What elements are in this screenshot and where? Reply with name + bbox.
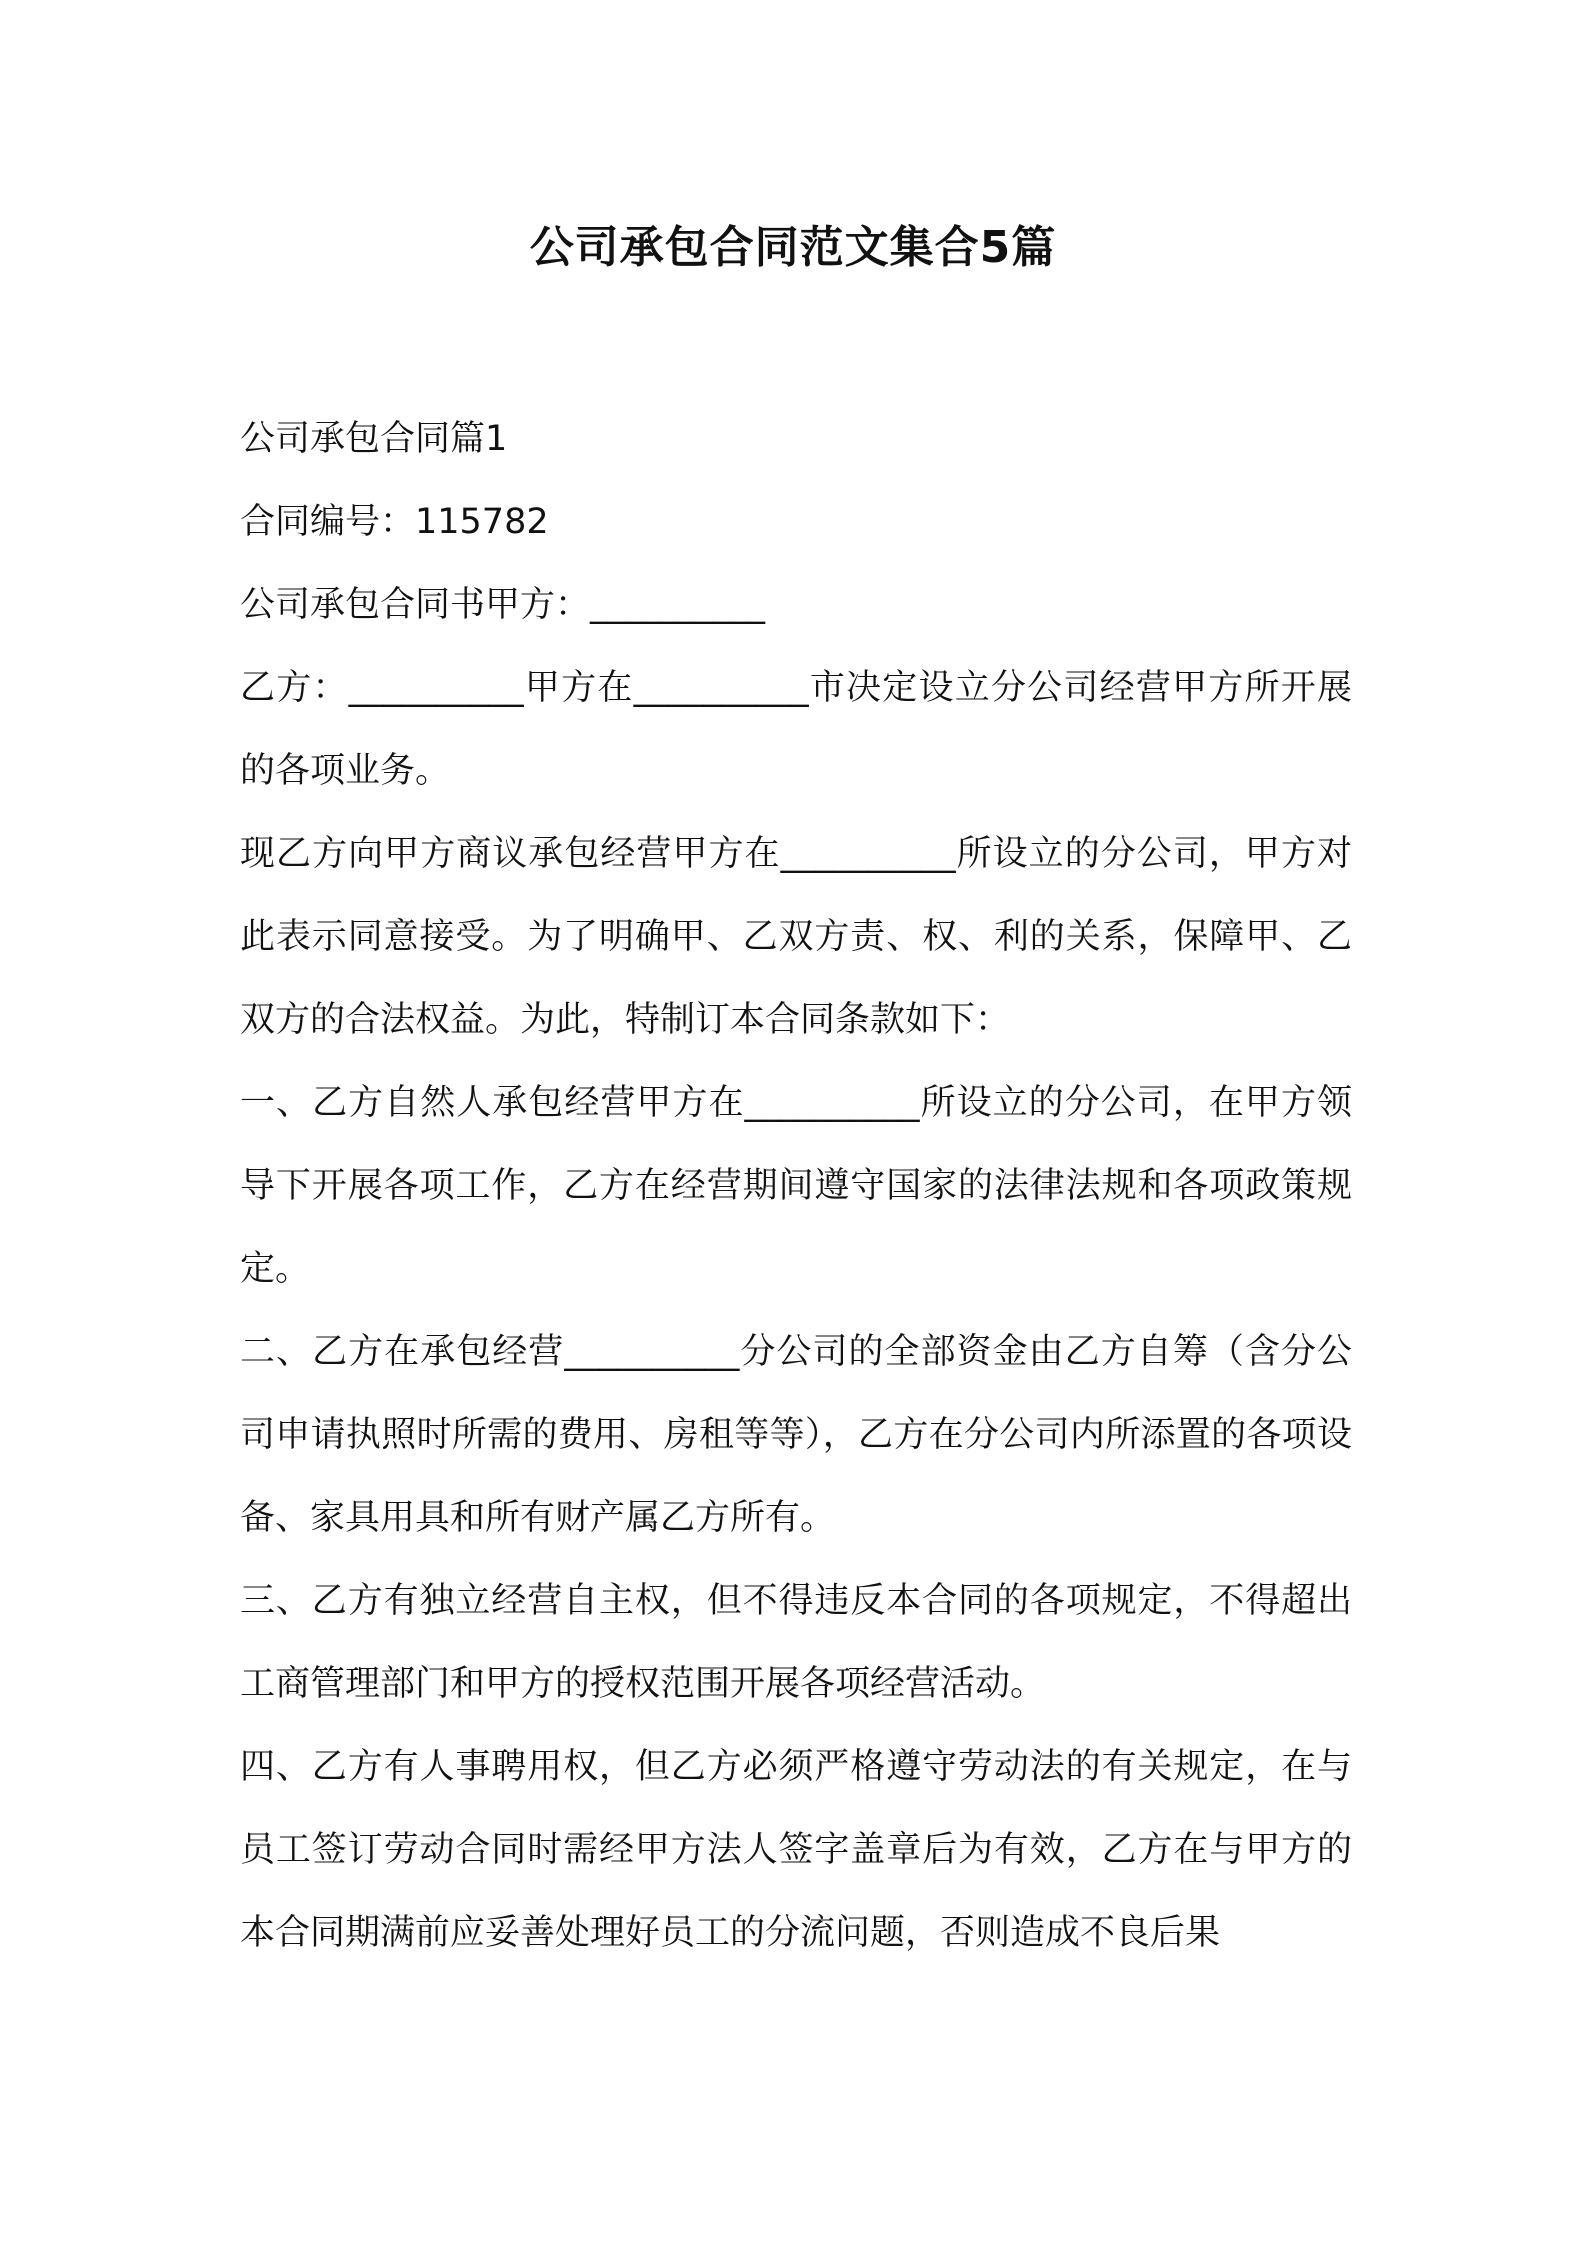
clause-2: 二、乙方在承包经营__________分公司的全部资金由乙方自筹（含分公司申请执照时所需的费用、房租等等），乙方在分公司内所添置的各项设备、家具用具和所有财产属乙方所有。 xyxy=(240,1332,1352,1538)
party-b-paragraph: 乙方：__________甲方在__________市决定设立分公司经营甲方所开展的各项业务。 xyxy=(240,668,1352,791)
clause-1: 一、乙方自然人承包经营甲方在__________所设立的分公司，在甲方领导下开展各项工作，乙方在经营期间遵守国家的法律法规和各项政策规定。 xyxy=(240,1083,1352,1289)
section-heading: 公司承包合同篇1 xyxy=(240,419,508,459)
party-a-line: 公司承包合同书甲方：__________ xyxy=(240,585,766,625)
document-title: 公司承包合同范文集合5篇 xyxy=(529,222,1057,273)
document-body xyxy=(240,398,1352,1975)
clause-3: 三、乙方有独立经营自主权，但不得违反本合同的各项规定，不得超出工商管理部门和甲方的授权范围开展各项经营活动。 xyxy=(240,1581,1352,1704)
clause-4: 四、乙方有人事聘用权，但乙方必须严格遵守劳动法的有关规定，在与员工签订劳动合同时需经甲方法人签字盖章后为有效，乙方在与甲方的本合同期满前应妥善处理好员工的分流问题，否则造成不良后果 xyxy=(240,1747,1352,1953)
preamble-paragraph: 现乙方向甲方商议承包经营甲方在__________所设立的分公司，甲方对此表示同意接受。为了明确甲、乙双方责、权、利的关系，保障甲、乙双方的合法权益。为此，特制订本合同条款如下： xyxy=(240,834,1352,1040)
contract-number: 合同编号：115782 xyxy=(240,502,549,542)
